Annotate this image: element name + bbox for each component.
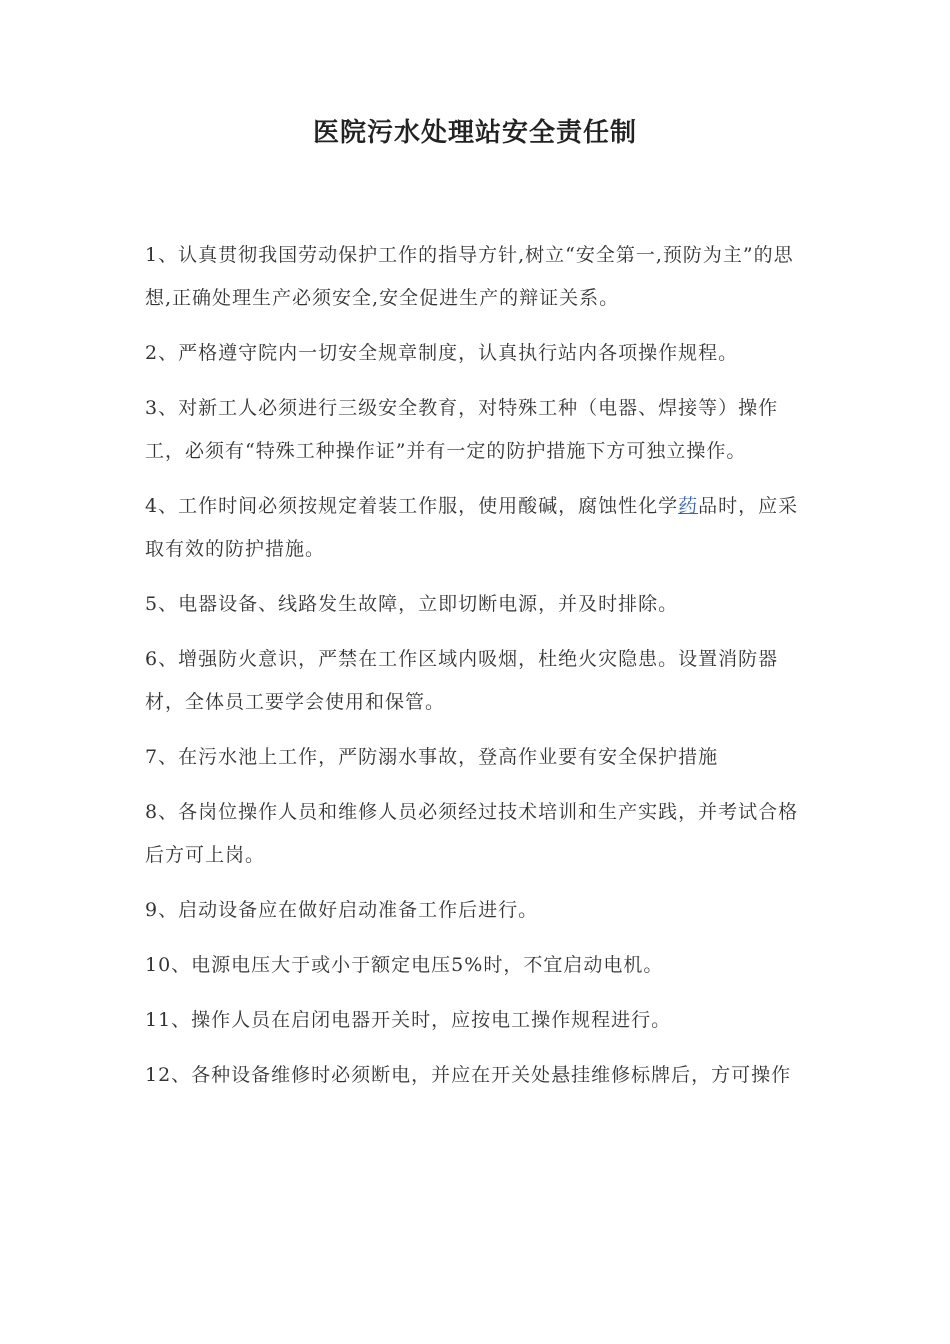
clause-5: 5、电器设备、线路发生故障，立即切断电源，并及时排除。 <box>145 593 679 615</box>
clause-11: 11、操作人员在启闭电器开关时，应按电工操作规程进行。 <box>145 1009 672 1031</box>
clause-4-text-end: 品时，应采取有效的防护措施。 <box>145 495 799 560</box>
clause-12: 12、各种设备维修时必须断电，并应在开关处悬挂维修标牌后，方可操作 <box>145 1064 792 1086</box>
clause-9: 9、启动设备应在做好启动准备工作后进行。 <box>145 899 539 921</box>
clause-3: 3、对新工人必须进行三级安全教育，对特殊工种（电器、焊接等）操作工，必须有“特殊工种操作证”并有一定的防护措施下方可独立操作。 <box>145 397 779 462</box>
clause-4-text-start: 4、工作时间必须按规定着装工作服，使用酸碱，腐蚀性化学 <box>145 495 679 517</box>
clause-2: 2、严格遵守院内一切安全规章制度，认真执行站内各项操作规程。 <box>145 342 739 364</box>
clause-1: 1、认真贯彻我国劳动保护工作的指导方针,树立“安全第一,预防为主”的思想,正确处理生产必须安全,安全促进生产的辩证关系。 <box>145 244 794 309</box>
clause-list <box>145 234 811 1109</box>
clause-6: 6、增强防火意识，严禁在工作区域内吸烟，杜绝火灾隐患。设置消防器材，全体员工要学会使用和保管。 <box>145 648 779 713</box>
medicine-link[interactable]: 药 <box>678 495 699 517</box>
clause-10: 10、电源电压大于或小于额定电压5%时，不宜启动电机。 <box>145 954 664 976</box>
clause-7: 7、在污水池上工作，严防溺水事故，登高作业要有安全保护措施 <box>145 746 719 768</box>
clause-4 <box>145 485 811 571</box>
document-title: 医院污水处理站安全责任制 <box>312 118 637 148</box>
clause-8: 8、各岗位操作人员和维修人员必须经过技术培训和生产实践，并考试合格后方可上岗。 <box>145 801 799 866</box>
